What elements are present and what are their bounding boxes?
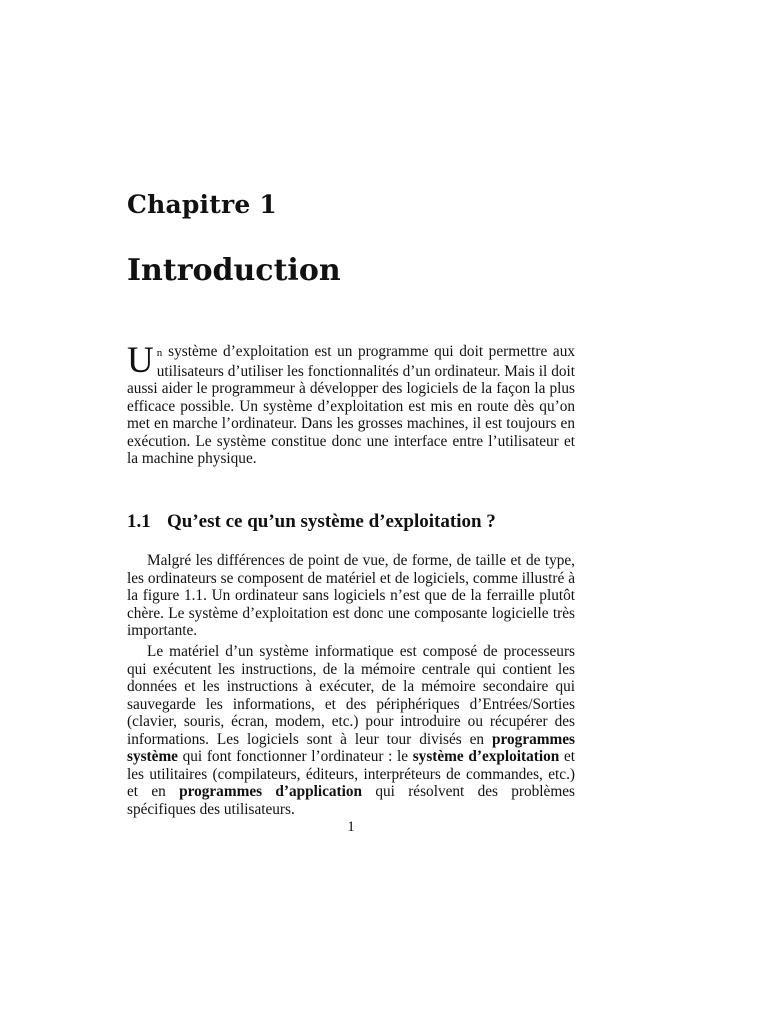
- term-programmes-application: programmes d’application: [179, 783, 363, 800]
- page-number: 1: [347, 819, 355, 835]
- intro-paragraph: [127, 340, 575, 468]
- chapter-label: Chapitre 1: [127, 190, 277, 219]
- paragraph-1: Malgré les différences de point de vue, de forme, de taille et de type, les ordinateurs se composent de matériel et de logiciels, comme illustré à la figure 1.1. Un ordinateur sans logiciels n’est que de la ferraille plutôt chère. Le système d’exploitation est donc une composante logicielle très importante.: [127, 552, 575, 639]
- drop-cap: U: [127, 340, 154, 381]
- section-number: 1.1: [127, 511, 151, 532]
- section-title: Qu’est ce qu’un système d’exploitation ?: [167, 511, 496, 532]
- intro-smallcaps: n: [156, 347, 163, 359]
- paragraph-2-text-3: et les utilitaires (compilateurs, éditeurs, interpréteurs de commandes, etc.) et en: [127, 748, 575, 800]
- paragraph-2-text-4: qui résolvent des problèmes spécifiques des utilisateurs.: [127, 783, 575, 818]
- intro-text: système d’exploitation est un programme qui doit permettre aux utilisateurs d’utiliser les fonctionnalités d’un ordinateur. Mais il doit aussi aider le programmeur à développer des logiciels de la façon la plus efficace possible. Un système d’exploitation est mis en route dès qu’on met en marche l’ordinateur. Dans les grosses machines, il est toujours en exécution. Le système constitue donc une interface entre l’utilisateur et la machine physique.: [127, 343, 575, 467]
- term-programmes-systeme: programmes système: [127, 730, 575, 765]
- paragraph-2-text-1: Le matériel d’un système informatique est composé de processeurs qui exécutent les instructions, de la mémoire centrale qui contient les données et les instructions à exécuter, de la mémoire secondaire qui sauvegarde les informations, et des périphériques d’Entrées/Sorties (clavier, souris, écran, modem, etc.) pour introduire ou récupérer des informations. Les logiciels sont à leur tour divisés en: [127, 643, 575, 748]
- chapter-title: Introduction: [127, 253, 341, 288]
- section-heading: [127, 511, 496, 533]
- term-systeme-exploitation: système d’exploitation: [412, 748, 560, 765]
- paragraph-2: [127, 643, 575, 818]
- paragraph-2-text-2: qui font fonctionner l’ordinateur : le: [177, 748, 413, 765]
